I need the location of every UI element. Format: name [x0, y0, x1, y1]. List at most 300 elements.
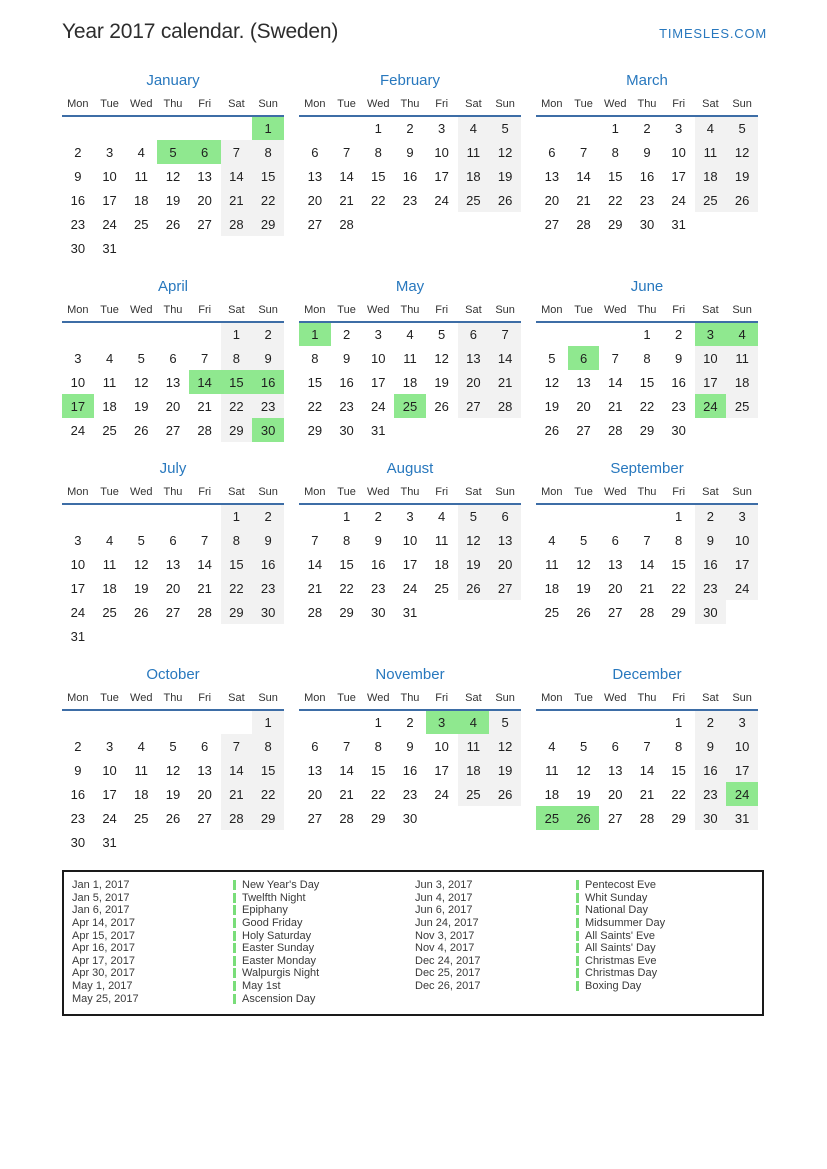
holiday-marker-bar-icon	[576, 931, 579, 941]
day-cell: 12	[726, 140, 758, 164]
week-row	[536, 710, 758, 734]
day-cell: 21	[489, 370, 521, 394]
day-cell: 17	[102, 192, 117, 208]
weekday-header: Mon	[62, 690, 94, 710]
day-cell: 28	[489, 394, 521, 418]
day-cell: 19	[576, 786, 591, 802]
holiday-marker-bar-icon	[233, 994, 236, 1004]
week-row	[62, 830, 284, 854]
holiday-date: May 1, 2017	[72, 980, 133, 993]
holiday-date: May 25, 2017	[72, 992, 139, 1005]
week-row	[299, 322, 521, 346]
day-cell: 1	[221, 504, 253, 528]
legend-item	[72, 967, 415, 980]
day-cell: 12	[165, 762, 181, 778]
day-cell: 2	[74, 738, 82, 754]
day-cell	[458, 600, 490, 624]
weekday-header: Wed	[362, 302, 394, 322]
month-day-grid	[299, 484, 521, 624]
day-cell: 4	[695, 116, 727, 140]
day-cell: 30	[402, 810, 418, 826]
day-cell: 9	[695, 734, 727, 758]
day-cell: 25	[544, 604, 560, 620]
day-cell	[125, 116, 157, 140]
holiday-name: Easter Sunday	[242, 942, 315, 955]
day-cell: 29	[252, 806, 284, 830]
day-cell: 14	[339, 168, 354, 184]
holiday-day-cell: 30	[252, 418, 284, 442]
day-cell	[299, 116, 331, 140]
day-cell: 23	[695, 782, 727, 806]
day-cell	[125, 624, 157, 648]
weekday-header-row	[62, 96, 284, 116]
day-cell: 27	[544, 216, 560, 232]
day-cell: 7	[611, 350, 619, 366]
day-cell: 9	[342, 350, 351, 366]
day-cell	[426, 212, 458, 236]
weekday-header: Wed	[125, 96, 157, 116]
day-cell	[599, 710, 631, 734]
page-title: Year 2017 calendar. (Sweden)	[62, 20, 339, 43]
weekday-header: Fri	[426, 302, 458, 322]
day-cell: 19	[134, 580, 149, 596]
day-cell	[157, 322, 189, 346]
week-row	[62, 346, 284, 370]
week-row	[536, 806, 758, 830]
day-cell: 31	[371, 422, 386, 438]
weekday-header: Mon	[299, 96, 331, 116]
day-cell	[299, 504, 331, 528]
day-cell: 18	[434, 556, 449, 572]
day-cell: 6	[169, 350, 177, 366]
day-cell: 29	[371, 810, 386, 826]
day-cell: 26	[134, 604, 149, 620]
day-cell	[221, 710, 253, 734]
day-cell	[62, 322, 94, 346]
holiday-day-cell: 14	[189, 370, 221, 394]
day-cell: 11	[458, 140, 490, 164]
weekday-header: Sun	[489, 302, 521, 322]
weekday-header: Thu	[394, 690, 426, 710]
weekday-header: Sun	[726, 690, 758, 710]
day-cell: 28	[639, 604, 655, 620]
day-cell: 13	[165, 374, 181, 390]
day-cell: 11	[695, 140, 727, 164]
week-row	[299, 116, 521, 140]
month-november	[299, 666, 521, 830]
day-cell: 14	[339, 762, 354, 778]
day-cell: 28	[197, 604, 212, 620]
day-cell: 20	[307, 786, 323, 802]
legend-item	[415, 879, 758, 892]
day-cell: 27	[197, 810, 212, 826]
day-cell: 19	[134, 398, 149, 414]
day-cell: 25	[134, 810, 149, 826]
weekday-header: Thu	[394, 484, 426, 504]
day-cell: 10	[726, 734, 758, 758]
day-cell	[695, 418, 727, 442]
day-cell	[157, 830, 189, 854]
holiday-date: Jun 24, 2017	[415, 917, 479, 930]
weekday-header: Sat	[458, 302, 490, 322]
day-cell: 24	[70, 604, 86, 620]
day-cell: 30	[339, 422, 354, 438]
day-cell	[94, 322, 126, 346]
day-cell: 31	[726, 806, 758, 830]
day-cell: 6	[548, 144, 556, 160]
holiday-date: Jan 1, 2017	[72, 879, 130, 892]
day-cell: 1	[675, 509, 683, 524]
week-row	[62, 212, 284, 236]
week-row	[536, 116, 758, 140]
day-cell: 15	[608, 168, 623, 184]
day-cell: 13	[197, 762, 212, 778]
month-december	[536, 666, 758, 830]
weekday-header: Fri	[189, 302, 221, 322]
holiday-name: National Day	[585, 904, 648, 917]
day-cell: 5	[137, 532, 145, 548]
day-cell: 19	[165, 192, 181, 208]
day-cell: 12	[576, 556, 591, 572]
holiday-name: Easter Monday	[242, 954, 316, 967]
day-cell: 15	[639, 374, 655, 390]
weekday-header: Sat	[695, 96, 727, 116]
weekday-header: Sun	[489, 690, 521, 710]
day-cell: 1	[374, 121, 382, 136]
day-cell: 4	[548, 532, 556, 548]
day-cell: 3	[726, 710, 758, 734]
day-cell: 27	[608, 810, 623, 826]
day-cell: 16	[70, 192, 86, 208]
week-row	[299, 504, 521, 528]
weekday-header: Sun	[726, 96, 758, 116]
holiday-day-cell: 5	[157, 140, 189, 164]
day-cell: 24	[671, 192, 686, 208]
day-cell: 19	[458, 552, 490, 576]
day-cell: 2	[643, 121, 651, 136]
day-cell	[221, 116, 253, 140]
day-cell: 3	[105, 144, 114, 160]
day-cell: 10	[371, 350, 386, 366]
holiday-day-cell: 24	[695, 394, 727, 418]
day-cell: 2	[252, 322, 284, 346]
day-cell: 13	[608, 556, 623, 572]
day-cell: 24	[102, 216, 117, 232]
holiday-date: Jan 5, 2017	[72, 891, 130, 904]
day-cell: 28	[339, 216, 354, 232]
day-cell	[125, 322, 157, 346]
day-cell: 27	[608, 604, 623, 620]
day-cell	[599, 504, 631, 528]
week-row	[62, 394, 284, 418]
legend-column	[72, 879, 415, 1005]
day-cell: 10	[70, 374, 86, 390]
day-cell	[426, 600, 458, 624]
holiday-date: Apr 30, 2017	[72, 967, 135, 980]
legend-item	[415, 955, 758, 968]
day-cell: 20	[489, 552, 521, 576]
week-row	[62, 322, 284, 346]
day-cell: 15	[307, 374, 323, 390]
day-cell: 18	[402, 374, 418, 390]
day-cell	[536, 504, 568, 528]
day-cell: 19	[489, 758, 521, 782]
weekday-header: Fri	[189, 484, 221, 504]
holiday-date: Dec 26, 2017	[415, 980, 481, 993]
weekday-header: Tue	[331, 96, 363, 116]
day-cell: 29	[671, 604, 686, 620]
day-cell: 2	[695, 504, 727, 528]
month-day-grid	[536, 302, 758, 442]
holiday-date: Apr 17, 2017	[72, 954, 135, 967]
day-cell: 1	[643, 327, 651, 342]
month-april	[62, 278, 284, 442]
holiday-name: Ascension Day	[242, 992, 316, 1005]
day-cell: 15	[221, 552, 253, 576]
day-cell: 20	[165, 398, 181, 414]
weekday-header: Tue	[94, 302, 126, 322]
day-cell: 29	[221, 600, 253, 624]
day-cell: 7	[221, 734, 253, 758]
day-cell: 18	[544, 580, 560, 596]
day-cell: 20	[165, 580, 181, 596]
day-cell	[458, 212, 490, 236]
day-cell: 3	[74, 532, 82, 548]
holiday-name: Boxing Day	[585, 980, 642, 993]
weekday-header: Wed	[599, 690, 631, 710]
weekday-header: Mon	[536, 690, 568, 710]
day-cell: 21	[639, 786, 655, 802]
weekday-header: Tue	[331, 302, 363, 322]
day-cell	[489, 418, 521, 442]
week-row	[299, 394, 521, 418]
weekday-header: Sun	[726, 302, 758, 322]
weekday-header-row	[299, 690, 521, 710]
day-cell: 15	[671, 556, 686, 572]
day-cell: 8	[342, 532, 351, 548]
day-cell: 16	[371, 556, 386, 572]
day-cell: 19	[576, 580, 591, 596]
day-cell: 25	[134, 216, 149, 232]
day-cell: 27	[458, 394, 490, 418]
weekday-header: Sat	[221, 690, 253, 710]
weekday-header: Wed	[125, 484, 157, 504]
day-cell: 25	[434, 580, 449, 596]
week-row	[536, 552, 758, 576]
day-cell: 20	[544, 192, 560, 208]
weekday-header: Wed	[599, 484, 631, 504]
day-cell: 20	[608, 580, 623, 596]
day-cell: 21	[608, 398, 623, 414]
week-row	[299, 576, 521, 600]
day-cell: 9	[406, 144, 414, 160]
month-title: July	[159, 460, 187, 477]
day-cell: 15	[339, 556, 354, 572]
holiday-name: All Saints' Eve	[585, 929, 655, 942]
day-cell	[426, 418, 458, 442]
holiday-date: Apr 16, 2017	[72, 942, 135, 955]
day-cell	[489, 600, 521, 624]
day-cell: 2	[406, 121, 414, 136]
day-cell: 15	[252, 758, 284, 782]
weekday-header: Mon	[299, 302, 331, 322]
day-cell: 4	[137, 144, 145, 160]
day-cell	[189, 504, 221, 528]
day-cell: 3	[374, 327, 382, 342]
day-cell: 17	[402, 556, 418, 572]
weekday-header: Sun	[489, 96, 521, 116]
week-row	[536, 782, 758, 806]
weekday-header: Mon	[536, 484, 568, 504]
day-cell: 16	[70, 786, 86, 802]
day-cell: 5	[489, 116, 521, 140]
day-cell: 2	[675, 327, 683, 342]
day-cell	[62, 710, 94, 734]
day-cell: 7	[643, 738, 651, 754]
day-cell	[189, 236, 221, 260]
day-cell	[599, 322, 631, 346]
day-cell	[94, 624, 126, 648]
weekday-header: Fri	[663, 484, 695, 504]
holiday-day-cell: 4	[458, 710, 490, 734]
day-cell: 2	[695, 710, 727, 734]
day-cell: 18	[102, 580, 117, 596]
holiday-name: May 1st	[242, 980, 281, 993]
holiday-name: Good Friday	[242, 917, 303, 930]
day-cell: 22	[371, 786, 386, 802]
month-day-grid	[299, 302, 521, 442]
legend-item	[72, 955, 415, 968]
day-cell: 14	[489, 346, 521, 370]
holiday-date: Apr 15, 2017	[72, 929, 135, 942]
day-cell: 10	[102, 168, 117, 184]
day-cell	[252, 236, 284, 260]
day-cell: 3	[406, 509, 414, 524]
day-cell: 3	[105, 738, 114, 754]
day-cell: 12	[134, 556, 149, 572]
holiday-marker-bar-icon	[576, 981, 579, 991]
day-cell: 13	[458, 346, 490, 370]
day-cell: 12	[165, 168, 181, 184]
day-cell: 21	[339, 786, 354, 802]
weekday-header: Fri	[663, 302, 695, 322]
day-cell: 7	[579, 144, 588, 160]
site-link[interactable]: TIMESLES.COM	[659, 26, 767, 41]
day-cell: 21	[576, 192, 591, 208]
holiday-marker-bar-icon	[576, 943, 579, 953]
day-cell: 26	[458, 576, 490, 600]
weekday-header: Mon	[299, 690, 331, 710]
holiday-marker-bar-icon	[576, 880, 579, 890]
day-cell: 23	[371, 580, 386, 596]
holiday-marker-bar-icon	[233, 956, 236, 966]
day-cell: 14	[639, 556, 655, 572]
week-row	[62, 418, 284, 442]
weekday-header: Sat	[695, 484, 727, 504]
day-cell: 20	[307, 192, 323, 208]
weekday-header-row	[536, 96, 758, 116]
week-row	[299, 370, 521, 394]
legend-item	[72, 992, 415, 1005]
day-cell: 14	[221, 758, 253, 782]
day-cell: 27	[576, 422, 591, 438]
day-cell: 22	[307, 398, 323, 414]
weekday-header: Tue	[331, 690, 363, 710]
day-cell: 21	[197, 580, 212, 596]
week-row	[62, 528, 284, 552]
day-cell: 5	[579, 738, 588, 754]
weekday-header: Wed	[125, 690, 157, 710]
day-cell: 12	[458, 528, 490, 552]
day-cell: 17	[70, 580, 86, 596]
day-cell: 22	[339, 580, 354, 596]
holiday-day-cell: 17	[62, 394, 94, 418]
day-cell: 28	[339, 810, 354, 826]
day-cell: 8	[374, 144, 382, 160]
day-cell: 8	[374, 738, 382, 754]
day-cell: 11	[102, 556, 117, 572]
day-cell: 27	[197, 216, 212, 232]
day-cell: 28	[608, 422, 623, 438]
month-day-grid	[536, 690, 758, 830]
holiday-day-cell: 1	[299, 322, 331, 346]
weekday-header: Fri	[663, 690, 695, 710]
day-cell: 22	[252, 188, 284, 212]
day-cell	[221, 624, 253, 648]
day-cell: 26	[726, 188, 758, 212]
weekday-header: Sat	[221, 484, 253, 504]
week-row	[536, 140, 758, 164]
day-cell: 7	[342, 738, 351, 754]
day-cell: 5	[438, 327, 446, 342]
weekday-header-row	[62, 302, 284, 322]
weekday-header-row	[299, 484, 521, 504]
weekday-header: Tue	[331, 484, 363, 504]
holiday-name: All Saints' Day	[585, 942, 656, 955]
holiday-name: Christmas Eve	[585, 954, 657, 967]
day-cell: 21	[639, 580, 655, 596]
weekday-header-row	[536, 484, 758, 504]
weekday-header: Tue	[568, 96, 600, 116]
day-cell	[536, 322, 568, 346]
day-cell: 28	[221, 212, 253, 236]
day-cell: 19	[489, 164, 521, 188]
legend-column	[415, 879, 758, 1005]
day-cell	[631, 504, 663, 528]
day-cell: 19	[544, 398, 560, 414]
month-january	[62, 72, 284, 260]
day-cell: 29	[608, 216, 623, 232]
day-cell	[157, 624, 189, 648]
week-row	[299, 600, 521, 624]
day-cell: 11	[403, 350, 417, 366]
day-cell: 3	[74, 350, 82, 366]
day-cell: 26	[134, 422, 149, 438]
day-cell	[189, 710, 221, 734]
day-cell: 1	[342, 509, 351, 524]
day-cell	[695, 212, 727, 236]
day-cell: 7	[201, 532, 209, 548]
weekday-header: Mon	[536, 96, 568, 116]
day-cell: 13	[489, 528, 521, 552]
legend-item	[72, 980, 415, 993]
weekday-header: Sat	[221, 302, 253, 322]
holiday-marker-bar-icon	[233, 905, 236, 915]
holiday-marker-bar-icon	[576, 968, 579, 978]
legend-item	[415, 904, 758, 917]
day-cell	[299, 710, 331, 734]
day-cell: 28	[221, 806, 253, 830]
